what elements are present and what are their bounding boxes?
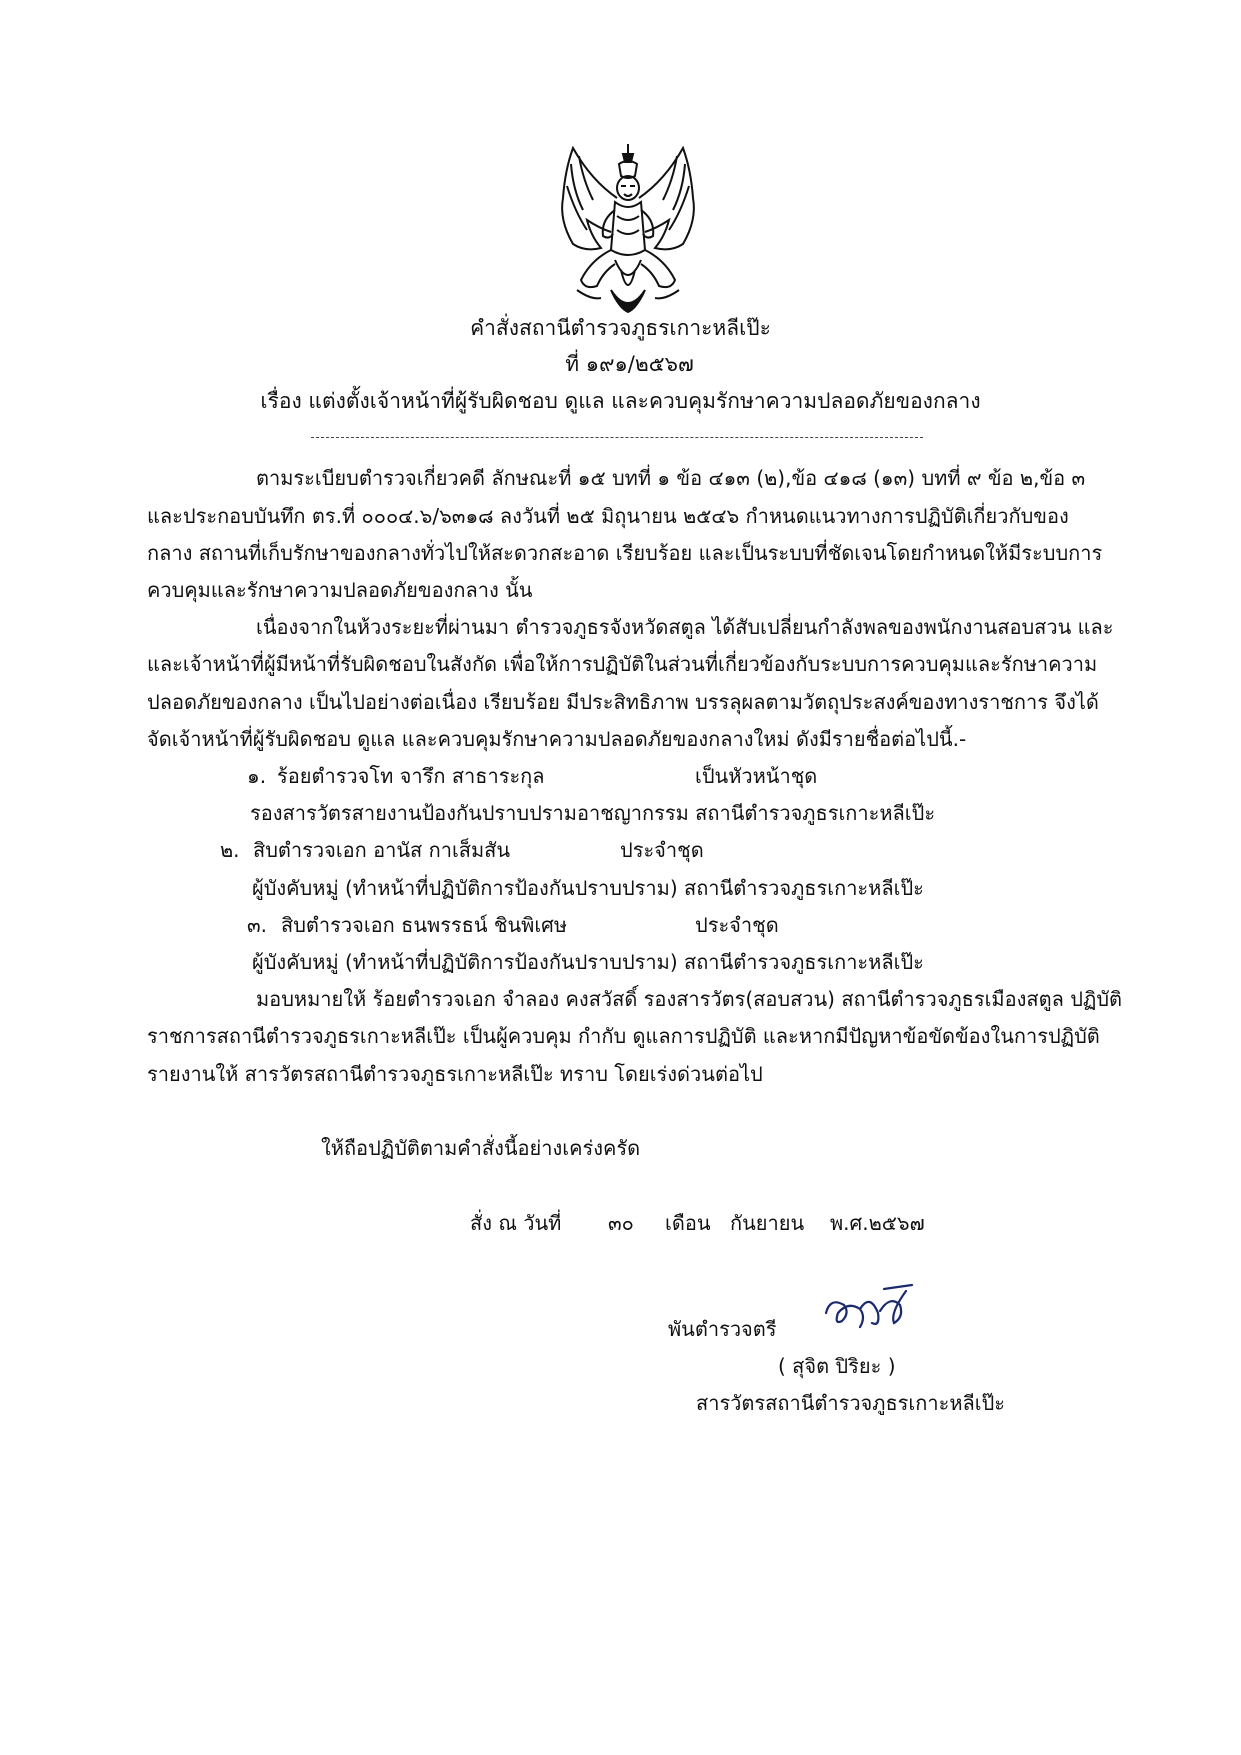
- order-title: คำสั่งสถานีตำรวจภูธรเกาะหลีเป๊ะ: [470, 316, 771, 340]
- member-number: ๑.: [247, 764, 267, 788]
- member-number: ๓.: [247, 913, 268, 937]
- member-position: รองสารวัตรสายงานป้องกันปราบปรามอาชญากรรม สถานีตำรวจภูธรเกาะหลีเป๊ะ: [250, 801, 936, 825]
- order-subject: เรื่อง แต่งตั้งเจ้าหน้าที่ผู้รับผิดชอบ ดูแล และควบคุมรักษาความปลอดภัยของกลาง: [260, 389, 981, 413]
- date-month-label: เดือน: [665, 1211, 711, 1235]
- member-role: ประจำชุด: [695, 913, 779, 937]
- signer-position: สารวัตรสถานีตำรวจภูธรเกาะหลีเป๊ะ: [696, 1391, 1006, 1415]
- paragraph-2-line: ปลอดภัยของกลาง เป็นไปอย่างต่อเนื่อง เรียบร้อย มีประสิทธิภาพ บรรลุผลตามวัตถุประสงค์ของทางราชการ จึงได้: [147, 690, 1099, 714]
- separator-line: [311, 437, 923, 438]
- date-label: สั่ง ณ วันที่: [470, 1211, 562, 1235]
- member-name: สิบตำรวจเอก อานัส กาเส็มสัน: [253, 838, 511, 862]
- member-name: ร้อยตำรวจโท จารึก สาธาระกุล: [277, 764, 545, 788]
- paragraph-1-line: กลาง สถานที่เก็บรักษาของกลางทั่วไปให้สะดวกสะอาด เรียบร้อย และเป็นระบบที่ชัดเจนโดยกำหนดให้มีระบบการ: [147, 541, 1103, 565]
- paragraph-2-line: เนื่องจากในห้วงระยะที่ผ่านมา ตำรวจภูธรจังหวัดสตูล ได้สับเปลี่ยนกำลังพลของพนักงานสอบสวน และ: [256, 615, 1114, 639]
- paragraph-2-line: จัดเจ้าหน้าที่ผู้รับผิดชอบ ดูแล และควบคุมรักษาความปลอดภัยของกลางใหม่ ดังมีรายชื่อต่อไปนี้.-: [147, 727, 967, 751]
- paragraph-3-line: ราชการสถานีตำรวจภูธรเกาะหลีเป๊ะ เป็นผู้ควบคุม กำกับ ดูแลการปฏิบัติ และหากมีปัญหาข้อขัดข้องในการปฏิบัติ: [147, 1024, 1100, 1048]
- paragraph-1-line: ควบคุมและรักษาความปลอดภัยของกลาง นั้น: [147, 578, 533, 602]
- signer-rank: พันตำรวจตรี: [668, 1317, 777, 1341]
- member-role: เป็นหัวหน้าชุด: [695, 764, 818, 788]
- paragraph-1-line: และประกอบบันทึก ตร.ที่ ๐๐๐๔.๖/๖๓๑๘ ลงวันที่ ๒๕ มิถุนายน ๒๕๔๖ กำหนดแนวทางการปฏิบัติเกี่ยวกับของ: [147, 504, 1069, 528]
- member-name: สิบตำรวจเอก ธนพรรธน์ ชินพิเศษ: [281, 913, 568, 937]
- enforcement-line: ให้ถือปฏิบัติตามคำสั่งนี้อย่างเคร่งครัด: [321, 1136, 641, 1160]
- order-number: ที่ ๑๙๑/๒๕๖๗: [565, 352, 694, 376]
- paragraph-3-line: มอบหมายให้ ร้อยตำรวจเอก จำลอง คงสวัสดิ์ รองสารวัตร(สอบสวน) สถานีตำรวจภูธรเมืองสตูล ปฏิบัติ: [256, 987, 1123, 1011]
- member-number: ๒.: [220, 838, 240, 862]
- date-month: กันยายน: [730, 1211, 805, 1235]
- signer-name: ( สุจิต ปิริยะ ): [778, 1354, 896, 1378]
- member-role: ประจำชุด: [620, 838, 704, 862]
- paragraph-3-line: รายงานให้ สารวัตรสถานีตำรวจภูธรเกาะหลีเป๊ะ ทราบ โดยเร่งด่วนต่อไป: [147, 1062, 763, 1086]
- date-year: พ.ศ.๒๕๖๗: [830, 1211, 925, 1235]
- member-position: ผู้บังคับหมู่ (ทำหน้าที่ปฏิบัติการป้องกันปราบปราม) สถานีตำรวจภูธรเกาะหลีเป๊ะ: [252, 950, 924, 974]
- garuda-emblem-icon: [551, 140, 705, 320]
- paragraph-2-line: และเจ้าหน้าที่ผู้มีหน้าที่รับผิดชอบในสังกัด เพื่อให้การปฏิบัติในส่วนที่เกี่ยวข้องกับระบบการควบคุมและรักษาความ: [147, 652, 1098, 676]
- date-day: ๓๐: [608, 1211, 634, 1235]
- handwritten-signature: [820, 1283, 918, 1335]
- paragraph-1-line: ตามระเบียบตำรวจเกี่ยวคดี ลักษณะที่ ๑๕ บทที่ ๑ ข้อ ๔๑๓ (๒),ข้อ ๔๑๘ (๑๓) บทที่ ๙ ข้อ ๒,ข้อ ๓: [256, 466, 1086, 490]
- member-position: ผู้บังคับหมู่ (ทำหน้าที่ปฏิบัติการป้องกันปราบปราม) สถานีตำรวจภูธรเกาะหลีเป๊ะ: [252, 876, 924, 900]
